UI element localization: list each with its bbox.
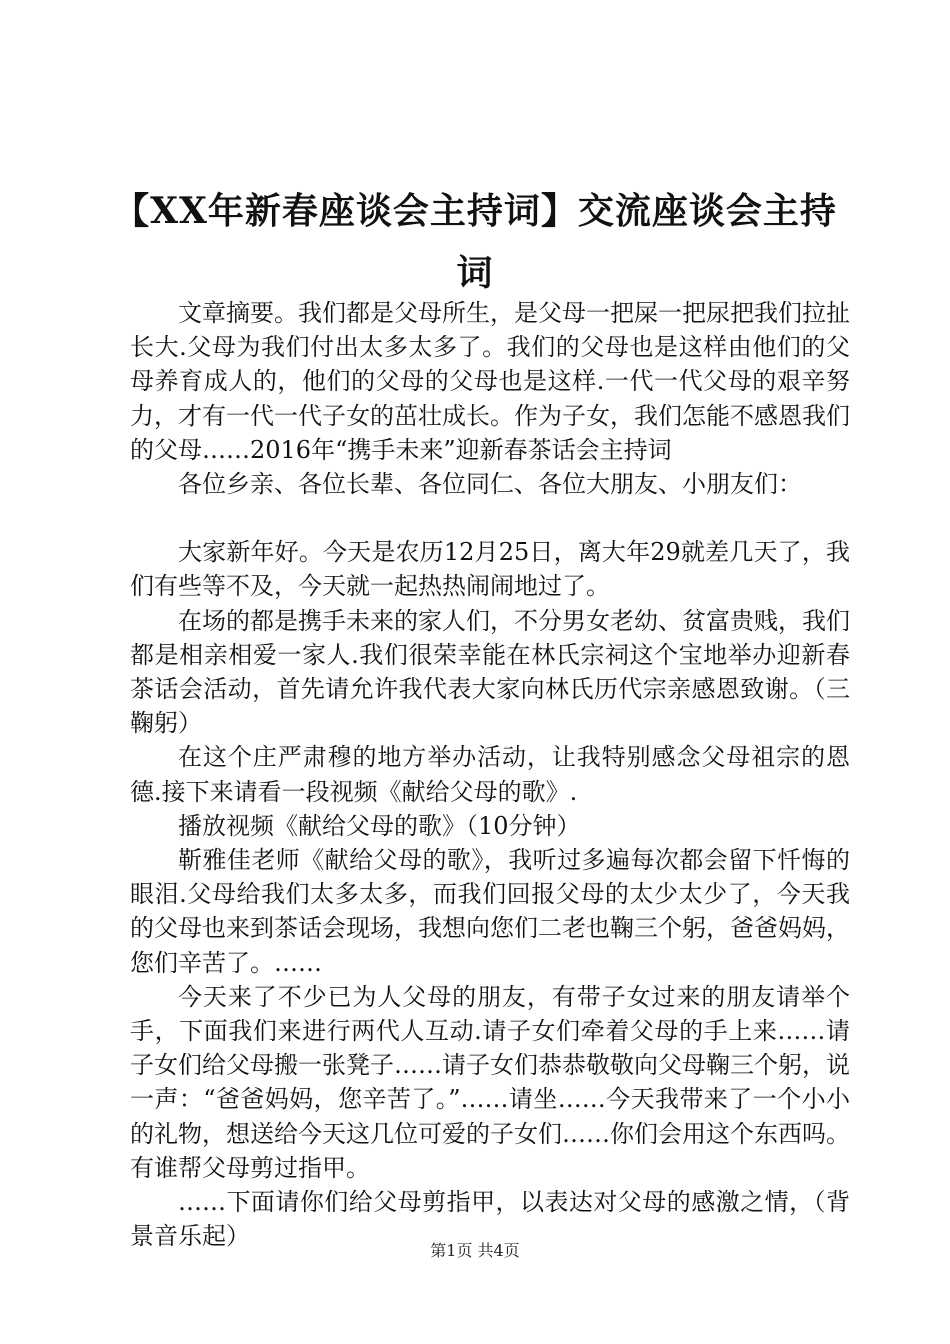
paragraph-greeting: 各位乡亲、各位长辈、各位同仁、各位大朋友、小朋友们：	[178, 470, 802, 499]
paragraph-video-intro: 在这个庄严肃穆的地方举办活动，让我特别感念父母祖宗的恩德.接下来请看一段视频《献给父母的歌》.	[130, 743, 850, 806]
paragraph-video-play: 播放视频《献给父母的歌》（10分钟）	[178, 811, 581, 840]
paragraph-nail-trim: ……下面请你们给父母剪指甲，以表达对父母的感激之情，（背景音乐起）	[130, 1188, 850, 1251]
paragraph-interaction: 今天来了不少已为人父母的朋友，有带子女过来的朋友请举个手，下面我们来进行两代人互动.请子女们牵着父母的手上来……请子女们给父母搬一张凳子……请子女们恭恭敬敬向父母鞠三个躬，说一声：“爸爸妈妈，您辛苦了。”……请坐……今天我带来了一个小小的礼物，想送给今天这几位可爱的子女们……你们会用这个东西吗。有谁帮父母剪过指甲。	[130, 982, 850, 1182]
paragraph-teacher: 靳雅佳老师《献给父母的歌》，我听过多遍每次都会留下忏悔的眼泪.父母给我们太多太多，而我们回报父母的太少太少了，今天我的父母也来到茶话会现场，我想向您们二老也鞠三个躬，爸爸妈妈，您们辛苦了。……	[130, 846, 850, 977]
page-footer: 第1页 共4页	[430, 1241, 520, 1260]
document-body	[130, 296, 850, 1253]
paragraph-abstract: 文章摘要。我们都是父母所生，是父母一把屎一把尿把我们拉扯长大.父母为我们付出太多太多了。我们的父母也是这样由他们的父母养育成人的，他们的父母的父母也是这样.一代一代父母的艰辛努力，才有一代一代子女的茁壮成长。作为子女，我们怎能不感恩我们的父母……2016年“携手未来”迎新春茶话会主持词	[130, 299, 850, 464]
paragraph-new-year: 大家新年好。今天是农历12月25日，离大年29就差几天了，我们有些等不及，今天就一起热热闹闹地过了。	[130, 538, 850, 601]
paragraph-family: 在场的都是携手未来的家人们，不分男女老幼、贫富贵贱，我们都是相亲相爱一家人.我们很荣幸能在林氏宗祠这个宝地举办迎新春茶话会活动，首先请允许我代表大家向林氏历代宗亲感恩致谢。（三鞠躬）	[130, 606, 850, 738]
document-title: 【XX年新春座谈会主持词】交流座谈会主持词	[113, 190, 837, 294]
